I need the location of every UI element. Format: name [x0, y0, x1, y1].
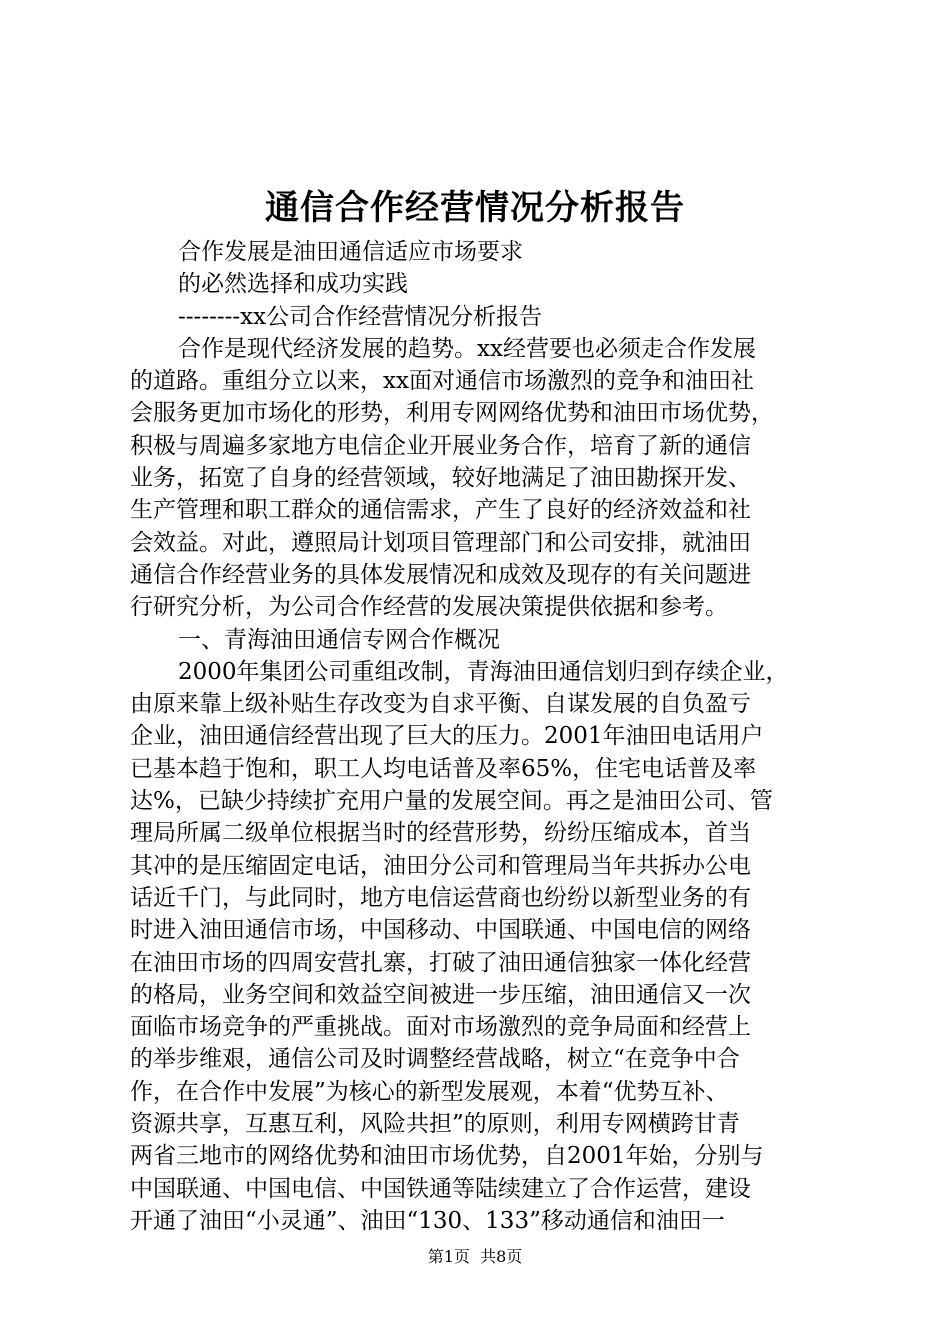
paragraph-line: 积极与周遍多家地方电信企业开展业务合作，培育了新的通信: [130, 432, 751, 459]
paragraph-line: 企业，油田通信经营出现了巨大的压力。2001年油田电话用户: [130, 723, 764, 750]
paragraph-line: 中国联通、中国电信、中国铁通等陆续建立了合作运营，建设: [130, 1175, 751, 1202]
paragraph-line: 合作是现代经济发展的趋势。xx经营要也必须走合作发展: [178, 335, 756, 362]
paragraph-line: 业务，拓宽了自身的经营领域，较好地满足了油田勘探开发、: [130, 465, 751, 492]
paragraph-line: 开通了油田“小灵通”、油田“130、133”移动通信和油田一: [130, 1207, 725, 1234]
subtitle-line: 的必然选择和成功实践: [178, 271, 408, 298]
paragraph-line: 在油田市场的四周安营扎寨，打破了油田通信独家一体化经营: [130, 949, 751, 976]
paragraph-line: 面临市场竞争的严重挑战。面对市场激烈的竞争局面和经营上: [130, 1014, 751, 1041]
paragraph-line: 话近千门，与此同时，地方电信运营商也纷纷以新型业务的有: [130, 884, 751, 911]
paragraph-line: 由原来靠上级补贴生存改变为自求平衡、自谋发展的自负盈亏: [130, 691, 751, 718]
page-number: 第1页 共8页: [427, 1247, 523, 1266]
paragraph-line: 理局所属二级单位根据当时的经营形势，纷纷压缩成本，首当: [130, 820, 751, 847]
paragraph-line: 的举步维艰，通信公司及时调整经营战略，树立“在竞争中合: [130, 1046, 740, 1073]
paragraph-line: 会效益。对此，遵照局计划项目管理部门和公司安排，就油田: [130, 529, 751, 556]
paragraph-line: 资源共享，互惠互利，风险共担”的原则，利用专网横跨甘青: [130, 1111, 740, 1138]
subtitle-line: 合作发展是油田通信适应市场要求: [178, 239, 523, 265]
paragraph-line: 已基本趋于饱和，职工人均电话普及率65%，住宅电话普及率: [130, 755, 757, 782]
page-footer: [0, 1246, 950, 1268]
subtitle-line: --------xx公司合作经营情况分析报告: [178, 303, 543, 330]
paragraph-line: 达%，已缺少持续扩充用户量的发展空间。再之是油田公司、管: [130, 788, 773, 815]
document-title: 通信合作经营情况分析报告: [265, 188, 685, 228]
paragraph-line: 的道路。重组分立以来，xx面对通信市场激烈的竞争和油田社: [130, 368, 754, 395]
paragraph-line: 时进入油田通信市场，中国移动、中国联通、中国电信的网络: [130, 917, 751, 944]
document-body: [130, 236, 840, 1237]
paragraph-line: 作，在合作中发展”为核心的新型发展观，本着“优势互补、: [130, 1078, 729, 1105]
paragraph-line: 的格局，业务空间和效益空间被进一步压缩，油田通信又一次: [130, 981, 751, 1008]
paragraph-line: 两省三地市的网络优势和油田市场优势，自2001年始，分别与: [130, 1143, 764, 1170]
paragraph-line: 行研究分析，为公司合作经营的发展决策提供依据和参考。: [130, 594, 728, 621]
paragraph-line: 会服务更加市场化的形势，利用专网网络优势和油田市场优势，: [130, 400, 774, 427]
section-heading: 一、青海油田通信专网合作概况: [178, 626, 500, 653]
paragraph-line: 其冲的是压缩固定电话，油田分公司和管理局当年共拆办公电: [130, 852, 751, 879]
paragraph-line: 生产管理和职工群众的通信需求，产生了良好的经济效益和社: [130, 497, 751, 524]
paragraph-line: 通信合作经营业务的具体发展情况和成效及现存的有关问题进: [130, 561, 751, 588]
paragraph-line: 2000年集团公司重组改制，青海油田通信划归到存续企业，: [178, 658, 789, 685]
